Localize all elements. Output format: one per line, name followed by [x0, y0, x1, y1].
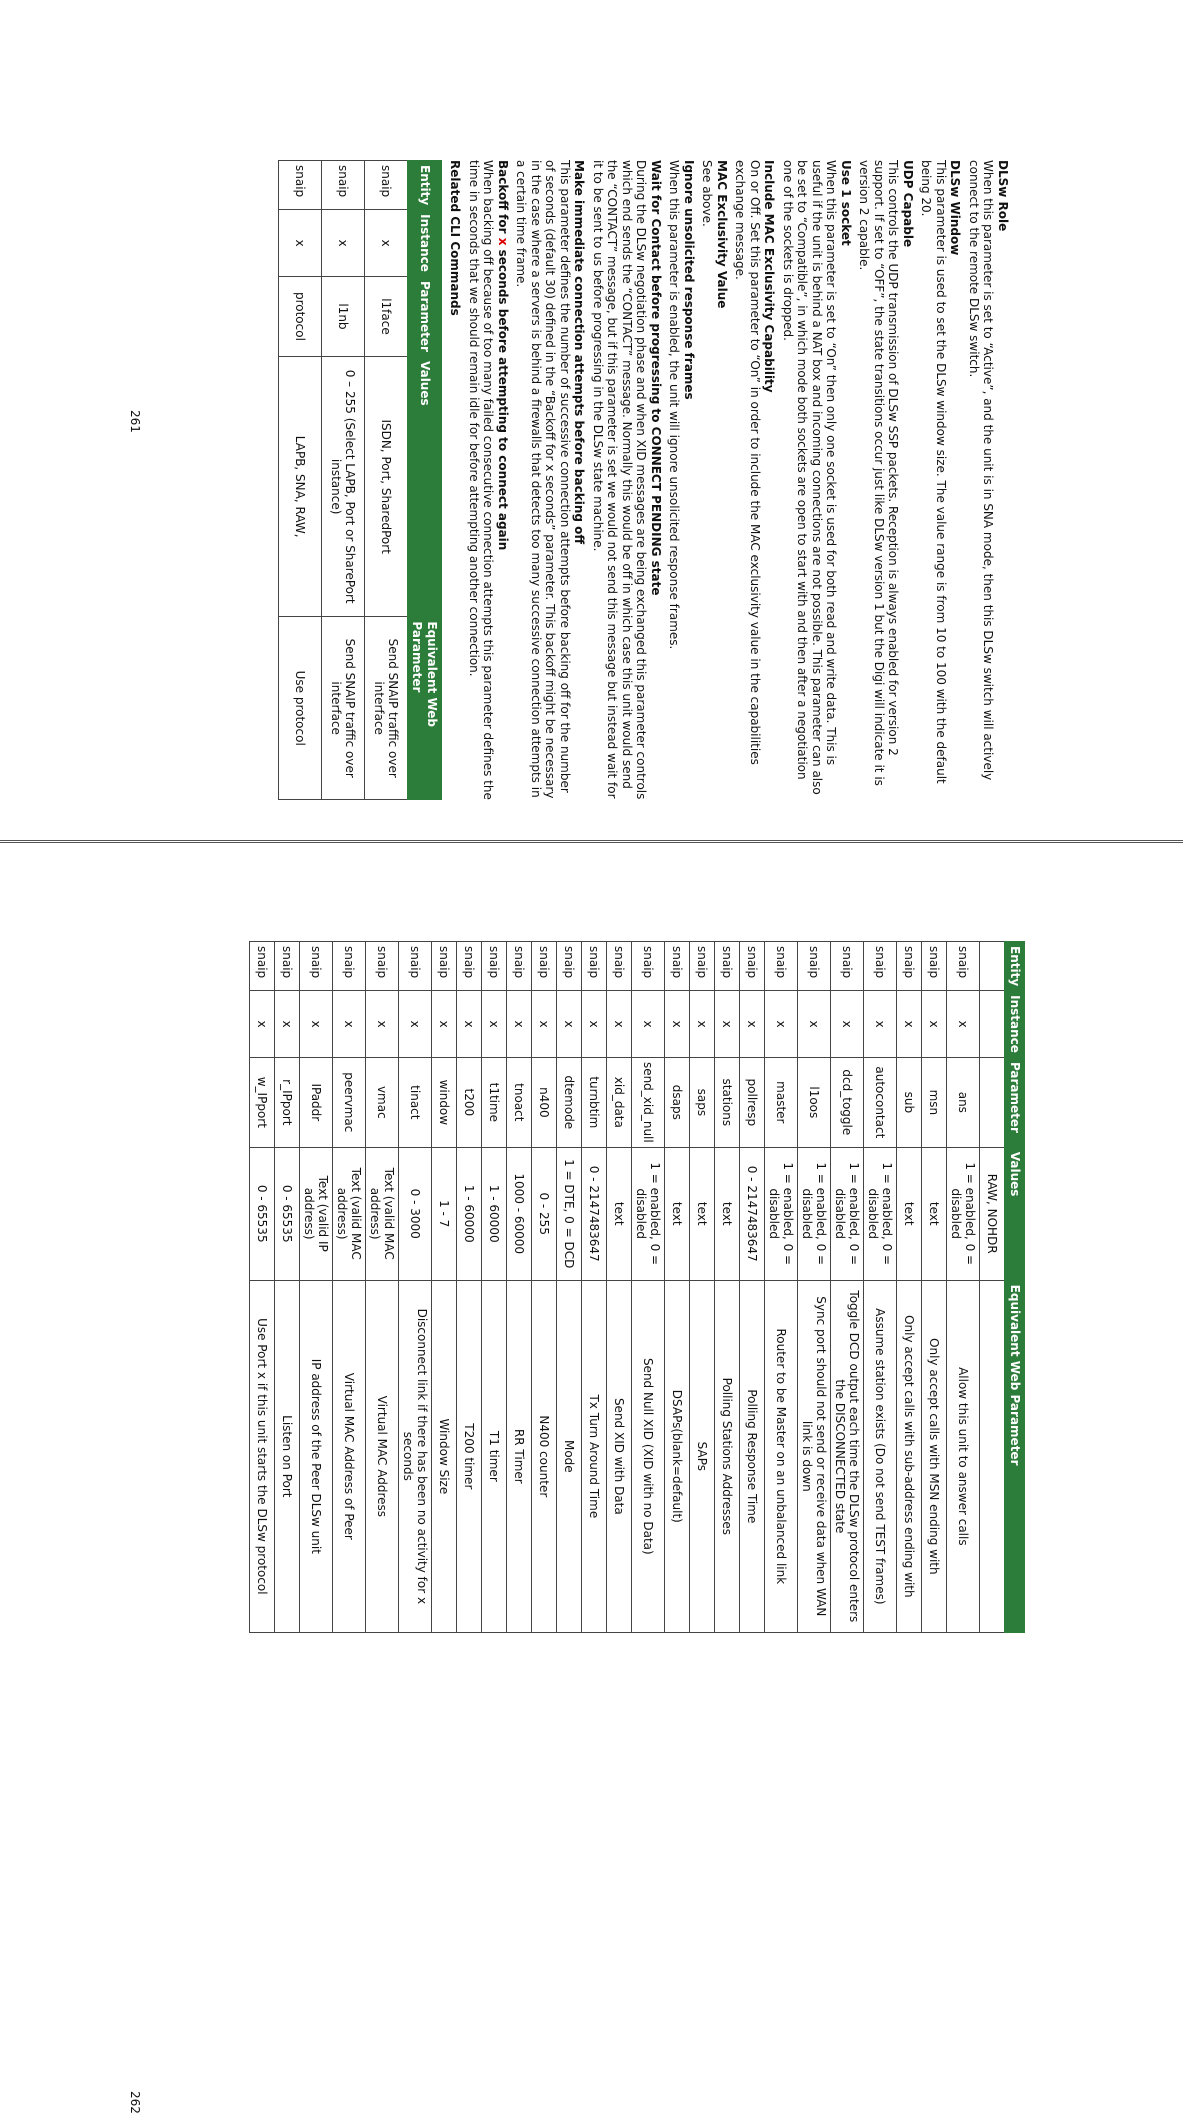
table-cell: Use Port x if this unit starts the DLSw protocol — [250, 1280, 275, 1632]
column-header: Instance — [408, 210, 442, 277]
table-cell: snaip — [632, 942, 665, 991]
table-cell: x — [482, 991, 507, 1058]
table-cell: 1000 - 60000 — [507, 1147, 532, 1280]
table-cell: dsaps — [665, 1057, 690, 1147]
table-cell: x — [557, 991, 582, 1058]
table-row — [557, 942, 582, 1633]
section-heading: DLSw Role — [996, 160, 1010, 232]
table-cell: snaip — [365, 161, 408, 210]
table-cell: snaip — [864, 942, 897, 991]
table-cell: 0 - 65535 — [275, 1147, 300, 1280]
table-cell: Sync port should not send or receive data when WAN link is down — [798, 1280, 831, 1632]
table-cell: n400 — [532, 1057, 557, 1147]
table-cell: text — [690, 1147, 715, 1280]
table-cell: 0 - 65535 — [250, 1147, 275, 1280]
table-cell — [980, 1280, 1005, 1632]
table-cell: Window Size — [432, 1280, 457, 1632]
table-cell — [980, 942, 1005, 991]
sheet-page-261 — [0, 0, 1183, 841]
table-row — [980, 942, 1005, 1633]
section-text: On or Off. Set this parameter to “On” in order to include the MAC exclusivity value in the capabilities exchange message. — [733, 160, 762, 765]
section-heading: DLSw Window — [948, 160, 963, 256]
table-cell: Virtual MAC Address of Peer — [333, 1280, 366, 1632]
table-cell: x — [765, 991, 798, 1058]
table-cell: Mode — [557, 1280, 582, 1632]
table-cell: text — [665, 1147, 690, 1280]
table-cell: window — [432, 1057, 457, 1147]
section-heading: Wait for Contact before progressing to CONNECT PENDING state — [649, 160, 663, 596]
table-cell: x — [366, 991, 399, 1058]
table-cell: snaip — [279, 161, 322, 210]
table-cell: 0 - 255 — [532, 1147, 557, 1280]
table-row — [582, 942, 607, 1633]
table-cell: Polling Response Time — [740, 1280, 765, 1632]
table-row — [740, 942, 765, 1633]
table-cell: vmac — [366, 1057, 399, 1147]
table-cell: x — [607, 991, 632, 1058]
table-cell: 1 = enabled, 0 = disabled — [947, 1147, 980, 1280]
table-cell: Text (valid MAC address) — [333, 1147, 366, 1280]
table-cell: x — [922, 991, 947, 1058]
section-heading: Use 1 socket — [839, 160, 853, 246]
column-header: Values — [408, 356, 442, 616]
table-cell: l1nb — [322, 276, 365, 356]
table-cell: Text (valid MAC address) — [366, 1147, 399, 1280]
table-cell: t1time — [482, 1057, 507, 1147]
table-cell: x — [864, 991, 897, 1058]
table-row — [690, 942, 715, 1633]
table-cell: DSAPs(blank=default) — [665, 1280, 690, 1632]
table-cell: Tx Turn Around Time — [582, 1280, 607, 1632]
table-cell: T200 timer — [457, 1280, 482, 1632]
table-cell: Disconnect link if there has been no activity for x seconds — [399, 1280, 432, 1632]
sections — [514, 160, 1010, 800]
table-cell: snaip — [366, 942, 399, 991]
table-cell: 0 - 2147483647 — [582, 1147, 607, 1280]
table-row — [864, 942, 897, 1633]
table-cell: text — [715, 1147, 740, 1280]
column-header: Instance — [1005, 991, 1025, 1058]
column-header: Equivalent Web Parameter — [408, 617, 442, 800]
table-cell: Send Null XID (XID with no Data) — [632, 1280, 665, 1632]
table-cell: snaip — [922, 942, 947, 991]
table-cell: x — [897, 991, 922, 1058]
cli-commands-table-261 — [278, 160, 442, 800]
table-row — [947, 942, 980, 1633]
section-text: When this parameter is set to “Active”, and the unit is in SNA mode, then this DLSw switch will actively connect to the remote DLSw switch. — [967, 160, 996, 781]
section-text: When this parameter is enabled, the unit will ignore unsolicited response frames. — [667, 160, 682, 650]
table-cell: snaip — [557, 942, 582, 991]
column-header: Entity — [408, 161, 442, 210]
table-cell: snaip — [740, 942, 765, 991]
table-row — [715, 942, 740, 1633]
table-cell: l1oos — [798, 1057, 831, 1147]
table-cell: Virtual MAC Address — [366, 1280, 399, 1632]
table-cell: x — [365, 210, 408, 277]
table-cell: RR Timer — [507, 1280, 532, 1632]
table-cell: x — [399, 991, 432, 1058]
cli-heading: Related CLI Commands — [448, 160, 463, 316]
table-cell: snaip — [607, 942, 632, 991]
table-cell: snaip — [322, 161, 365, 210]
table-cell: IPaddr — [300, 1057, 333, 1147]
table-cell: Router to be Master on an unbalanced link — [765, 1280, 798, 1632]
table-cell: x — [457, 991, 482, 1058]
table-cell: Text (valid IP address) — [300, 1147, 333, 1280]
table-cell: t200 — [457, 1057, 482, 1147]
table-row — [632, 942, 665, 1633]
column-header: Parameter — [1005, 1057, 1025, 1147]
table-cell: autocontact — [864, 1057, 897, 1147]
table-row — [765, 942, 798, 1633]
table-cell: LAPB, SNA, RAW, — [279, 356, 322, 616]
table-row — [399, 942, 432, 1633]
table-cell: RAW, NOHDR — [980, 1147, 1005, 1280]
table-cell: 1 = enabled, 0 = disabled — [831, 1147, 864, 1280]
table-cell: saps — [690, 1057, 715, 1147]
page-262-content — [150, 941, 1025, 1633]
section-text: This parameter defines the number of successive connection attempts before backing off for the number of seconds (default 30) defined in the “Backoff for x seconds” parameter. This backoff might be necessary in the case where a servers is behind a firewalls that detects too many successive connection attempts in a certain time frame. — [514, 160, 572, 799]
table-cell: protocol — [279, 276, 322, 356]
table-cell: x — [333, 991, 366, 1058]
table-cell: 1 = enabled, 0 = disabled — [765, 1147, 798, 1280]
table-cell: x — [947, 991, 980, 1058]
table-cell: Assume station exists (Do not send TEST frames) — [864, 1280, 897, 1632]
table-cell: SAPs — [690, 1280, 715, 1632]
table-cell: x — [798, 991, 831, 1058]
table-cell: Only accept calls with sub-address ending with — [897, 1280, 922, 1632]
table-cell: snaip — [765, 942, 798, 991]
table-cell: msn — [922, 1057, 947, 1147]
table-cell: x — [432, 991, 457, 1058]
table-row — [607, 942, 632, 1633]
table-cell: r_IPport — [275, 1057, 300, 1147]
table-cell: snaip — [690, 942, 715, 991]
table-cell: snaip — [947, 942, 980, 991]
table-cell: ISDN, Port, SharedPort — [365, 356, 408, 616]
table-cell: snaip — [897, 942, 922, 991]
table-cell: snaip — [798, 942, 831, 991]
table-cell: Send SNAIP traffic over interface — [322, 617, 365, 800]
table-cell: snaip — [482, 942, 507, 991]
table-row — [665, 942, 690, 1633]
table-row — [798, 942, 831, 1633]
table-cell: x — [300, 991, 333, 1058]
table-cell: l1face — [365, 276, 408, 356]
table-cell: 1 = enabled, 0 = disabled — [632, 1147, 665, 1280]
table-cell: x — [831, 991, 864, 1058]
table-cell: 1 - 60000 — [457, 1147, 482, 1280]
table-cell: Listen on Port — [275, 1280, 300, 1632]
table-cell: IP address of the Peer DLSw unit — [300, 1280, 333, 1632]
table-row — [507, 942, 532, 1633]
table-cell: 0 - 2147483647 — [740, 1147, 765, 1280]
table-row — [831, 942, 864, 1633]
table-cell: 1 = enabled, 0 = disabled — [798, 1147, 831, 1280]
column-header: Equivalent Web Parameter — [1005, 1280, 1025, 1632]
page-number: 262 — [128, 2091, 142, 2114]
table-row — [333, 942, 366, 1633]
table-cell: x — [275, 991, 300, 1058]
table-cell: snaip — [250, 942, 275, 991]
table-cell: tinact — [399, 1057, 432, 1147]
table-cell: snaip — [432, 942, 457, 991]
table-cell: peervmac — [333, 1057, 366, 1147]
cli-commands-table-262 — [250, 941, 1026, 1633]
table-cell: x — [279, 210, 322, 277]
section-text: When this parameter is set to “On” then only one socket is used for both read and write data. This is useful if the unit is behind a NAT box and incoming connections are not possible. This parameter can also be set to “Compatible”, in which mode both sockets are open to start with and then after a negotiation one of the sockets is dropped. — [781, 160, 839, 795]
table-cell: Send XID with Data — [607, 1280, 632, 1632]
table-row — [275, 942, 300, 1633]
table-cell: send_xid_null — [632, 1057, 665, 1147]
table-row — [922, 942, 947, 1633]
backoff-text: When backing off because of too many failed consecutive connection attempts this parameter defines the time in seconds that we should remain idle for before attempting another connection. — [467, 160, 496, 800]
table-cell: dcd_toggle — [831, 1057, 864, 1147]
table-row — [532, 942, 557, 1633]
page-number: 261 — [128, 410, 142, 433]
table-cell: sub — [897, 1057, 922, 1147]
table-cell: x — [632, 991, 665, 1058]
table-cell: Send SNAIP traffic over interface — [365, 617, 408, 800]
table-cell: Polling Stations Addresses — [715, 1280, 740, 1632]
table-cell: 0 – 255 (Select LAPB, Port or SharePort instance) — [322, 356, 365, 616]
table-row — [279, 161, 322, 800]
table-cell: master — [765, 1057, 798, 1147]
table-row — [897, 942, 922, 1633]
backoff-heading: Backoff for x seconds before attempting to connect again — [496, 160, 510, 551]
table-cell: x — [507, 991, 532, 1058]
table-cell: Toggle DCD output each time the DLSw protocol enters the DISCONNECTED state — [831, 1280, 864, 1632]
table-cell: N400 counter — [532, 1280, 557, 1632]
table-cell: snaip — [399, 942, 432, 991]
section-text: This controls the UDP transmission of DLSw SSP packets. Reception is always enabled for version 2 support. If set to “OFF”, the state transitions occur just like DLSw version 1 but the Digi will indicate it is version 2 capable. — [857, 160, 901, 786]
table-cell: dtemode — [557, 1057, 582, 1147]
table-row — [250, 942, 275, 1633]
table-cell — [980, 1057, 1005, 1147]
table-cell: stations — [715, 1057, 740, 1147]
column-header: Entity — [1005, 942, 1025, 991]
table-cell: text — [607, 1147, 632, 1280]
table-cell: snaip — [665, 942, 690, 991]
table-cell: x — [532, 991, 557, 1058]
table-cell: snaip — [333, 942, 366, 991]
section-heading: Make immediate connection attempts before backing off — [572, 160, 587, 545]
table-cell: x — [715, 991, 740, 1058]
table-cell — [980, 991, 1005, 1058]
table-cell: tnoact — [507, 1057, 532, 1147]
table-cell: snaip — [507, 942, 532, 991]
table-cell: Only accept calls with MSN ending with — [922, 1280, 947, 1632]
table-cell: snaip — [457, 942, 482, 991]
table-cell: snaip — [275, 942, 300, 991]
table-row — [457, 942, 482, 1633]
table-cell: Allow this unit to answer calls — [947, 1280, 980, 1632]
table-cell: 1 = enabled, 0 = disabled — [864, 1147, 897, 1280]
table-row — [482, 942, 507, 1633]
column-header: Parameter — [408, 276, 442, 356]
table-row — [365, 161, 408, 800]
table-cell: ans — [947, 1057, 980, 1147]
table-cell: snaip — [715, 942, 740, 991]
table-cell: snaip — [582, 942, 607, 991]
section-text: During the DLSw negotiation phase and when XID messages are being exchanged this parameter controls which end sends the “CONTACT” message. Normally this would be off in which case this unit would send the “CONTACT” message, but if this parameter is set we would not send this message but instead wait for it to be sent to us before progressing in the DLSw state machine. — [591, 160, 649, 800]
table-cell: x — [740, 991, 765, 1058]
table-row — [432, 942, 457, 1633]
table-cell: pollresp — [740, 1057, 765, 1147]
sheet-page-262 — [0, 842, 1183, 2114]
table-cell: w_IPport — [250, 1057, 275, 1147]
table-cell: x — [665, 991, 690, 1058]
section-heading: Include MAC Exclusivity Capability — [762, 160, 777, 393]
column-header: Values — [1005, 1147, 1025, 1280]
table-cell: 1 - 60000 — [482, 1147, 507, 1280]
section-heading: MAC Exclusivity Value — [715, 160, 729, 309]
table-cell: 0 - 3000 — [399, 1147, 432, 1280]
page-261-content — [140, 160, 1010, 800]
section-heading: Ignore unsolicited response frames — [682, 160, 696, 400]
table-cell: snaip — [300, 942, 333, 991]
table-row — [300, 942, 333, 1633]
table-row — [322, 161, 365, 800]
section-text: This parameter is used to set the DLSw window size. The value range is from 10 to 100 with the default being 20. — [919, 160, 948, 784]
section-text: See above. — [700, 160, 715, 227]
table-cell: turnbtim — [582, 1057, 607, 1147]
table-cell: Use protocol — [279, 617, 322, 800]
table-cell: x — [582, 991, 607, 1058]
table-cell: text — [897, 1147, 922, 1280]
table-cell: text — [922, 1147, 947, 1280]
section-heading: UDP Capable — [901, 160, 915, 248]
table-cell: snaip — [831, 942, 864, 991]
table-cell: 1 = DTE, 0 = DCD — [557, 1147, 582, 1280]
table-cell: xid_data — [607, 1057, 632, 1147]
table-cell: x — [250, 991, 275, 1058]
table-cell: x — [322, 210, 365, 277]
table-cell: x — [690, 991, 715, 1058]
table-cell: 1 - 7 — [432, 1147, 457, 1280]
table-cell: T1 timer — [482, 1280, 507, 1632]
table-cell: snaip — [532, 942, 557, 991]
table-row — [366, 942, 399, 1633]
